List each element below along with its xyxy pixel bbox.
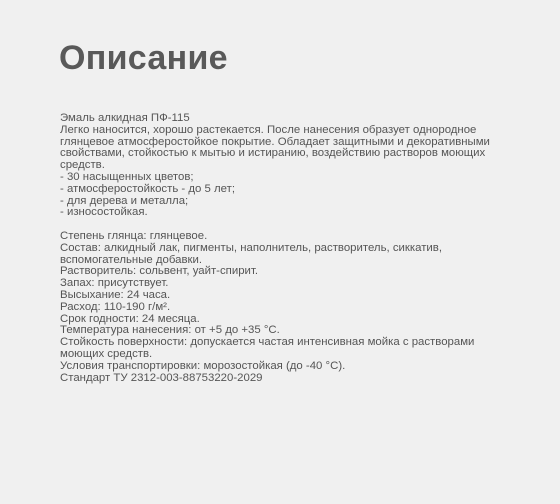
description-line: - 30 насыщенных цветов;: [60, 170, 194, 183]
description-line: Запах: присутствует.: [60, 277, 169, 290]
description-line: Состав: алкидный лак, пигменты, наполнитель, растворитель, сиккатив,: [60, 241, 442, 254]
description-line: вспомогательные добавки.: [60, 253, 203, 266]
description-body: [60, 113, 500, 384]
description-line: - для дерева и металла;: [60, 194, 189, 207]
description-line: - износостойкая.: [60, 206, 148, 219]
description-line: моющих средств.: [60, 347, 153, 360]
page-title: Описание: [59, 39, 228, 77]
description-line: Степень глянца: глянцевое.: [60, 229, 208, 242]
description-line: Стойкость поверхности: допускается частая интенсивная мойка с растворами: [60, 336, 475, 349]
description-line: Эмаль алкидная ПФ-115: [60, 112, 190, 124]
description-line: Температура нанесения: от +5 до +35 °С.: [60, 324, 280, 337]
description-line: средств.: [60, 159, 105, 172]
description-line: Условия транспортировки: морозостойкая (до -40 °С).: [60, 359, 346, 372]
description-line: Расход: 110-190 г/м².: [60, 300, 171, 313]
description-line: Высыхание: 24 часа.: [60, 288, 171, 301]
description-line: Срок годности: 24 месяца.: [60, 312, 200, 325]
description-line: Растворитель: сольвент, уайт-спирит.: [60, 265, 259, 278]
description-line: Стандарт ТУ 2312-003-88753220-2029: [60, 371, 263, 384]
description-line: - атмосферостойкость - до 5 лет;: [60, 182, 236, 195]
description-line: свойствами, стойкостью к мытью и истиранию, воздействию растворов моющих: [60, 147, 486, 160]
description-line: глянцевое атмосферостойкое покрытие. Обладает защитными и декоративными: [60, 135, 490, 148]
description-line: Легко наносится, хорошо растекается. После нанесения образует однородное: [60, 123, 477, 136]
